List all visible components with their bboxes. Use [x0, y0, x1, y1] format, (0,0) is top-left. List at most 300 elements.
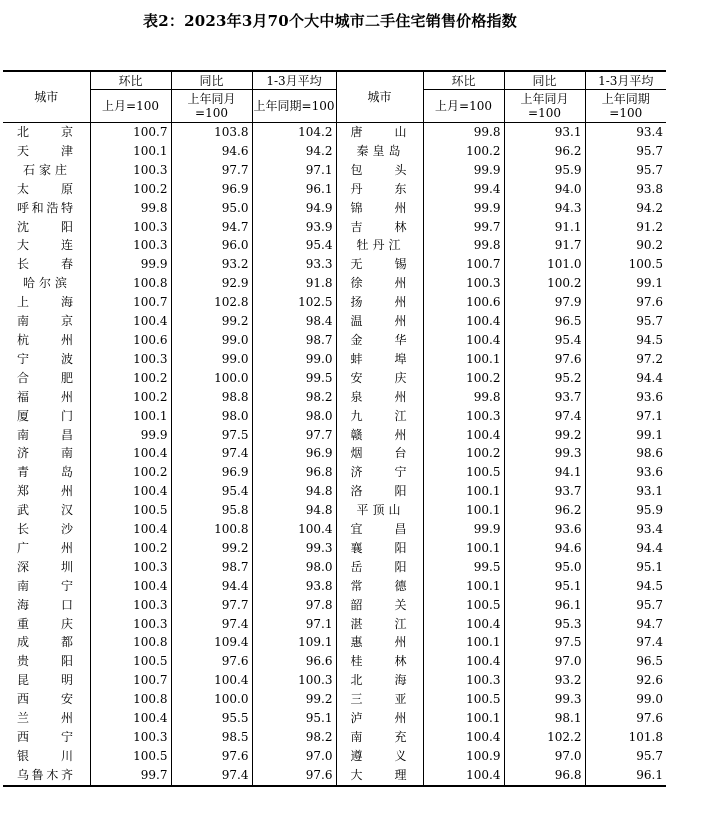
- avg-value-right: 94.7: [636, 616, 663, 631]
- yoy-value-right: 94.3: [504, 199, 585, 218]
- avg-value-left: 91.8: [252, 274, 336, 293]
- city-name-left: 呼 和 浩 特: [3, 199, 90, 218]
- city-name-left: 青 岛: [3, 463, 90, 482]
- avg-value-right: 101.8: [628, 730, 663, 744]
- price-index-table: [3, 70, 666, 787]
- avg-value-right: 93.1: [636, 484, 663, 499]
- city-name-left: 乌 鲁 木 齐: [3, 766, 90, 786]
- city-name-left: 上 海: [3, 293, 90, 312]
- yoy-value-right: 95.1: [504, 577, 585, 596]
- city-name-right: 包 头: [336, 161, 423, 180]
- yoy-value-right: 96.2: [504, 142, 585, 161]
- yoy-value-right: 100.2: [504, 274, 585, 293]
- city-name-right: 岳 阳: [336, 558, 423, 577]
- avg-value-right: 97.6: [636, 711, 663, 726]
- avg-value-right: 92.6: [636, 673, 663, 688]
- mom-value-left: 100.4: [90, 312, 171, 331]
- city-name-left: 哈 尔 滨: [3, 274, 90, 293]
- yoy-value-right: 96.2: [504, 501, 585, 520]
- mom-value-left: 100.6: [90, 331, 171, 350]
- col-header-city-left: 城市: [3, 71, 90, 123]
- yoy-value-left: 94.4: [171, 577, 252, 596]
- table-row: [3, 728, 666, 747]
- yoy-value-right: 95.0: [504, 558, 585, 577]
- yoy-value-left: 100.8: [171, 520, 252, 539]
- yoy-value-right: 97.4: [504, 407, 585, 426]
- mom-value-right: 99.7: [423, 218, 504, 237]
- mom-value-left: 100.4: [90, 520, 171, 539]
- city-name-right: 温 州: [336, 312, 423, 331]
- yoy-value-left: 95.4: [171, 482, 252, 501]
- yoy-value-right: 93.2: [504, 671, 585, 690]
- mom-value-left: 100.7: [90, 123, 171, 142]
- yoy-value-right: 97.0: [504, 652, 585, 671]
- city-name-left: 海 口: [3, 596, 90, 615]
- mom-value-left: 100.8: [90, 690, 171, 709]
- mom-value-left: 100.2: [90, 463, 171, 482]
- city-name-right: 锦 州: [336, 199, 423, 218]
- mom-value-right: 100.3: [423, 274, 504, 293]
- avg-value-right: 95.7: [636, 748, 663, 763]
- city-name-right: 襄 阳: [336, 539, 423, 558]
- table-row: [3, 690, 666, 709]
- city-name-right: 徐 州: [336, 274, 423, 293]
- mom-value-right: 100.1: [423, 482, 504, 501]
- avg-value-left: 95.4: [252, 236, 336, 255]
- city-name-right: 平 顶 山: [336, 501, 423, 520]
- avg-value-left: 93.3: [252, 255, 336, 274]
- yoy-value-right: 99.2: [504, 426, 585, 445]
- yoy-value-left: 100.4: [171, 671, 252, 690]
- table-row: [3, 426, 666, 445]
- col-header-avg-left: 1-3月平均: [252, 71, 336, 90]
- city-name-right: 丹 东: [336, 180, 423, 199]
- city-name-left: 西 宁: [3, 728, 90, 747]
- yoy-value-right: 97.9: [504, 293, 585, 312]
- yoy-value-left: 98.5: [171, 728, 252, 747]
- mom-value-right: 99.5: [423, 558, 504, 577]
- mom-value-left: 100.3: [90, 218, 171, 237]
- table-row: [3, 520, 666, 539]
- yoy-value-left: 97.6: [171, 652, 252, 671]
- mom-value-right: 100.3: [423, 671, 504, 690]
- avg-value-right: 95.1: [636, 559, 663, 574]
- yoy-value-right: 95.9: [504, 161, 585, 180]
- yoy-value-right: 95.2: [504, 369, 585, 388]
- city-name-left: 北 京: [3, 123, 90, 142]
- yoy-value-right: 99.3: [504, 690, 585, 709]
- avg-value-left: 97.1: [252, 615, 336, 634]
- mom-value-left: 100.5: [90, 652, 171, 671]
- avg-value-right: 97.1: [636, 408, 663, 423]
- city-name-left: 银 川: [3, 747, 90, 766]
- mom-value-left: 100.4: [90, 482, 171, 501]
- city-name-right: 韶 关: [336, 596, 423, 615]
- city-name-left: 杭 州: [3, 331, 90, 350]
- mom-value-left: 100.1: [90, 142, 171, 161]
- mom-value-left: 100.2: [90, 369, 171, 388]
- city-name-right: 北 海: [336, 671, 423, 690]
- mom-value-left: 100.3: [90, 596, 171, 615]
- city-name-right: 南 充: [336, 728, 423, 747]
- avg-value-right: 95.7: [636, 162, 663, 177]
- city-name-left: 兰 州: [3, 709, 90, 728]
- avg-value-left: 96.8: [252, 463, 336, 482]
- yoy-value-left: 92.9: [171, 274, 252, 293]
- avg-value-left: 97.6: [252, 766, 336, 786]
- yoy-value-right: 93.7: [504, 482, 585, 501]
- mom-value-right: 100.4: [423, 331, 504, 350]
- city-name-left: 南 京: [3, 312, 90, 331]
- mom-value-left: 100.4: [90, 444, 171, 463]
- avg-value-left: 97.7: [252, 426, 336, 445]
- table-row: [3, 539, 666, 558]
- city-name-left: 沈 阳: [3, 218, 90, 237]
- col-sub-yoy-right: 上年同月=100: [504, 90, 585, 123]
- city-name-left: 天 津: [3, 142, 90, 161]
- table-row: [3, 482, 666, 501]
- city-name-right: 安 庆: [336, 369, 423, 388]
- table-row: [3, 596, 666, 615]
- mom-value-right: 100.1: [423, 501, 504, 520]
- mom-value-right: 100.1: [423, 539, 504, 558]
- avg-value-left: 94.8: [252, 482, 336, 501]
- col-header-yoy-left: 同比: [171, 71, 252, 90]
- avg-value-left: 98.2: [252, 388, 336, 407]
- city-name-right: 吉 林: [336, 218, 423, 237]
- city-name-right: 无 锡: [336, 255, 423, 274]
- table-body: [3, 123, 666, 786]
- yoy-value-right: 96.8: [504, 766, 585, 786]
- avg-value-right: 93.4: [636, 522, 663, 537]
- yoy-value-left: 94.7: [171, 218, 252, 237]
- city-name-right: 扬 州: [336, 293, 423, 312]
- mom-value-left: 100.2: [90, 388, 171, 407]
- mom-value-right: 100.5: [423, 596, 504, 615]
- yoy-value-right: 93.1: [504, 123, 585, 142]
- mom-value-right: 100.4: [423, 652, 504, 671]
- avg-value-right: 99.0: [636, 692, 663, 707]
- yoy-value-left: 93.2: [171, 255, 252, 274]
- yoy-value-left: 96.9: [171, 463, 252, 482]
- avg-value-left: 109.1: [252, 633, 336, 652]
- yoy-value-right: 93.7: [504, 388, 585, 407]
- avg-value-left: 99.3: [252, 539, 336, 558]
- avg-value-left: 96.9: [252, 444, 336, 463]
- city-name-left: 长 春: [3, 255, 90, 274]
- avg-value-right: 96.1: [585, 766, 666, 786]
- avg-value-left: 95.1: [252, 709, 336, 728]
- yoy-value-left: 100.0: [171, 690, 252, 709]
- avg-value-right: 97.4: [636, 635, 663, 650]
- mom-value-right: 100.1: [423, 350, 504, 369]
- col-sub-mom-left: 上月=100: [90, 90, 171, 123]
- table-row: [3, 709, 666, 728]
- yoy-value-right: 93.6: [504, 520, 585, 539]
- avg-value-left: 98.0: [252, 407, 336, 426]
- table-row: [3, 444, 666, 463]
- avg-value-right: 96.5: [636, 654, 663, 669]
- col-header-yoy-right: 同比: [504, 71, 585, 90]
- avg-value-left: 93.9: [252, 218, 336, 237]
- yoy-value-left: 97.5: [171, 426, 252, 445]
- avg-value-right: 93.4: [636, 125, 663, 139]
- yoy-value-right: 97.0: [504, 747, 585, 766]
- yoy-value-left: 102.8: [171, 293, 252, 312]
- avg-value-left: 102.5: [252, 293, 336, 312]
- avg-value-left: 94.2: [252, 142, 336, 161]
- mom-value-right: 99.9: [423, 199, 504, 218]
- mom-value-right: 100.1: [423, 633, 504, 652]
- table-row: [3, 350, 666, 369]
- city-name-right: 赣 州: [336, 426, 423, 445]
- city-name-left: 成 都: [3, 633, 90, 652]
- city-name-left: 宁 波: [3, 350, 90, 369]
- avg-value-right: 97.2: [636, 351, 663, 366]
- city-name-right: 金 华: [336, 331, 423, 350]
- avg-value-left: 104.2: [252, 123, 336, 142]
- avg-value-left: 99.0: [252, 350, 336, 369]
- city-name-left: 济 南: [3, 444, 90, 463]
- table-row: [3, 652, 666, 671]
- table-row: [3, 236, 666, 255]
- table-row: [3, 199, 666, 218]
- avg-value-right: 94.5: [636, 332, 663, 347]
- avg-value-right: 93.6: [636, 465, 663, 480]
- mom-value-right: 100.2: [423, 444, 504, 463]
- avg-value-right: 95.7: [636, 143, 663, 158]
- city-name-right: 湛 江: [336, 615, 423, 634]
- yoy-value-left: 97.6: [171, 747, 252, 766]
- mom-value-left: 100.5: [90, 501, 171, 520]
- mom-value-left: 100.1: [90, 407, 171, 426]
- table-row: [3, 180, 666, 199]
- table-row: [3, 218, 666, 237]
- avg-value-left: 96.6: [252, 652, 336, 671]
- table-row: [3, 293, 666, 312]
- mom-value-right: 100.3: [423, 407, 504, 426]
- city-name-right: 牡 丹 江: [336, 236, 423, 255]
- mom-value-right: 99.8: [423, 123, 504, 142]
- city-name-right: 惠 州: [336, 633, 423, 652]
- avg-value-right: 94.4: [636, 540, 663, 555]
- avg-value-right: 100.5: [628, 257, 663, 272]
- city-name-right: 洛 阳: [336, 482, 423, 501]
- avg-value-left: 94.9: [252, 199, 336, 218]
- yoy-value-left: 97.7: [171, 596, 252, 615]
- city-name-left: 福 州: [3, 388, 90, 407]
- avg-value-left: 93.8: [252, 577, 336, 596]
- mom-value-right: 100.9: [423, 747, 504, 766]
- city-name-right: 蚌 埠: [336, 350, 423, 369]
- yoy-value-right: 97.6: [504, 350, 585, 369]
- avg-value-right: 98.6: [636, 446, 663, 461]
- table-row: [3, 123, 666, 142]
- yoy-value-left: 96.0: [171, 236, 252, 255]
- table-row: [3, 142, 666, 161]
- mom-value-right: 100.4: [423, 728, 504, 747]
- yoy-value-left: 99.0: [171, 331, 252, 350]
- mom-value-left: 100.4: [90, 709, 171, 728]
- table-row: [3, 633, 666, 652]
- mom-value-left: 100.3: [90, 350, 171, 369]
- avg-value-right: 94.4: [636, 370, 663, 385]
- mom-value-left: 100.8: [90, 633, 171, 652]
- yoy-value-right: 94.0: [504, 180, 585, 199]
- yoy-value-left: 103.8: [171, 123, 252, 142]
- avg-value-left: 100.4: [252, 520, 336, 539]
- city-name-left: 重 庆: [3, 615, 90, 634]
- avg-value-left: 100.3: [252, 671, 336, 690]
- mom-value-right: 100.7: [423, 255, 504, 274]
- city-name-right: 烟 台: [336, 444, 423, 463]
- city-name-left: 武 汉: [3, 501, 90, 520]
- mom-value-left: 99.9: [90, 255, 171, 274]
- yoy-value-right: 96.5: [504, 312, 585, 331]
- avg-value-right: 94.2: [636, 200, 663, 215]
- yoy-value-left: 100.0: [171, 369, 252, 388]
- table-row: [3, 615, 666, 634]
- city-name-right: 大 理: [336, 766, 423, 786]
- mom-value-left: 100.4: [90, 577, 171, 596]
- avg-value-left: 98.4: [252, 312, 336, 331]
- col-sub-avg-right: 上年同期=100: [585, 90, 666, 123]
- yoy-value-left: 95.5: [171, 709, 252, 728]
- yoy-value-left: 96.9: [171, 180, 252, 199]
- yoy-value-left: 95.8: [171, 501, 252, 520]
- mom-value-left: 100.7: [90, 671, 171, 690]
- yoy-value-right: 95.4: [504, 331, 585, 350]
- mom-value-left: 100.3: [90, 728, 171, 747]
- avg-value-right: 94.5: [636, 578, 663, 593]
- city-name-left: 大 连: [3, 236, 90, 255]
- table-row: [3, 747, 666, 766]
- table-title: 表2：2023年3月70个大中城市二手住宅销售价格指数: [143, 12, 517, 30]
- city-name-left: 广 州: [3, 539, 90, 558]
- mom-value-right: 100.2: [423, 369, 504, 388]
- avg-value-right: 99.1: [636, 427, 663, 442]
- col-sub-yoy-left: 上年同月=100: [171, 90, 252, 123]
- table-row: [3, 369, 666, 388]
- table-row: [3, 463, 666, 482]
- avg-value-left: 98.2: [252, 728, 336, 747]
- city-name-right: 泉 州: [336, 388, 423, 407]
- yoy-value-right: 91.7: [504, 236, 585, 255]
- city-name-left: 郑 州: [3, 482, 90, 501]
- mom-value-left: 100.3: [90, 558, 171, 577]
- table-header: [3, 71, 666, 123]
- table-row: [3, 388, 666, 407]
- mom-value-right: 99.9: [423, 161, 504, 180]
- avg-value-right: 97.6: [636, 295, 663, 310]
- city-name-right: 秦 皇 岛: [336, 142, 423, 161]
- yoy-value-right: 101.0: [504, 255, 585, 274]
- mom-value-left: 100.2: [90, 180, 171, 199]
- yoy-value-right: 99.3: [504, 444, 585, 463]
- city-name-left: 昆 明: [3, 671, 90, 690]
- table-row: [3, 161, 666, 180]
- city-name-left: 石 家 庄: [3, 161, 90, 180]
- avg-value-right: 95.9: [636, 503, 663, 518]
- yoy-value-left: 97.4: [171, 766, 252, 786]
- mom-value-left: 100.2: [90, 539, 171, 558]
- mom-value-right: 100.2: [423, 142, 504, 161]
- mom-value-right: 100.4: [423, 426, 504, 445]
- city-name-left: 太 原: [3, 180, 90, 199]
- table-row: [3, 255, 666, 274]
- table-row: [3, 671, 666, 690]
- mom-value-right: 99.9: [423, 520, 504, 539]
- table-row: [3, 577, 666, 596]
- mom-value-right: 99.8: [423, 388, 504, 407]
- mom-value-left: 100.5: [90, 747, 171, 766]
- yoy-value-left: 99.2: [171, 312, 252, 331]
- yoy-value-left: 109.4: [171, 633, 252, 652]
- avg-value-left: 98.0: [252, 558, 336, 577]
- avg-value-right: 90.2: [636, 238, 663, 253]
- mom-value-left: 100.8: [90, 274, 171, 293]
- mom-value-right: 100.6: [423, 293, 504, 312]
- col-header-city-right: 城市: [336, 71, 423, 123]
- mom-value-right: 100.1: [423, 577, 504, 596]
- mom-value-left: 99.8: [90, 199, 171, 218]
- city-name-right: 唐 山: [336, 123, 423, 142]
- city-name-right: 桂 林: [336, 652, 423, 671]
- yoy-value-left: 95.0: [171, 199, 252, 218]
- mom-value-right: 100.4: [423, 766, 504, 786]
- mom-value-left: 100.7: [90, 293, 171, 312]
- yoy-value-right: 96.1: [504, 596, 585, 615]
- avg-value-right: 93.6: [636, 389, 663, 404]
- table-row: [3, 407, 666, 426]
- city-name-right: 九 江: [336, 407, 423, 426]
- yoy-value-left: 98.8: [171, 388, 252, 407]
- city-name-left: 深 圳: [3, 558, 90, 577]
- table-row: [3, 274, 666, 293]
- yoy-value-right: 91.1: [504, 218, 585, 237]
- city-name-left: 贵 阳: [3, 652, 90, 671]
- col-header-avg-right: 1-3月平均: [585, 71, 666, 90]
- mom-value-right: 100.1: [423, 709, 504, 728]
- yoy-value-right: 94.6: [504, 539, 585, 558]
- yoy-value-left: 94.6: [171, 142, 252, 161]
- city-name-left: 南 昌: [3, 426, 90, 445]
- col-sub-avg-left: 上年同期=100: [252, 90, 336, 123]
- yoy-value-right: 102.2: [504, 728, 585, 747]
- col-header-mom-left: 环比: [90, 71, 171, 90]
- col-header-mom-right: 环比: [423, 71, 504, 90]
- city-name-left: 长 沙: [3, 520, 90, 539]
- col-sub-mom-right: 上月=100: [423, 90, 504, 123]
- city-name-right: 三 亚: [336, 690, 423, 709]
- mom-value-right: 99.4: [423, 180, 504, 199]
- table-row: [3, 501, 666, 520]
- yoy-value-left: 97.4: [171, 615, 252, 634]
- mom-value-left: 100.3: [90, 236, 171, 255]
- table-row: [3, 558, 666, 577]
- avg-value-left: 96.1: [252, 180, 336, 199]
- avg-value-left: 98.7: [252, 331, 336, 350]
- yoy-value-left: 98.7: [171, 558, 252, 577]
- yoy-value-right: 98.1: [504, 709, 585, 728]
- avg-value-left: 97.8: [252, 596, 336, 615]
- yoy-value-left: 97.4: [171, 444, 252, 463]
- city-name-left: 西 安: [3, 690, 90, 709]
- city-name-right: 常 德: [336, 577, 423, 596]
- mom-value-left: 100.3: [90, 615, 171, 634]
- yoy-value-left: 98.0: [171, 407, 252, 426]
- avg-value-right: 93.8: [636, 181, 663, 196]
